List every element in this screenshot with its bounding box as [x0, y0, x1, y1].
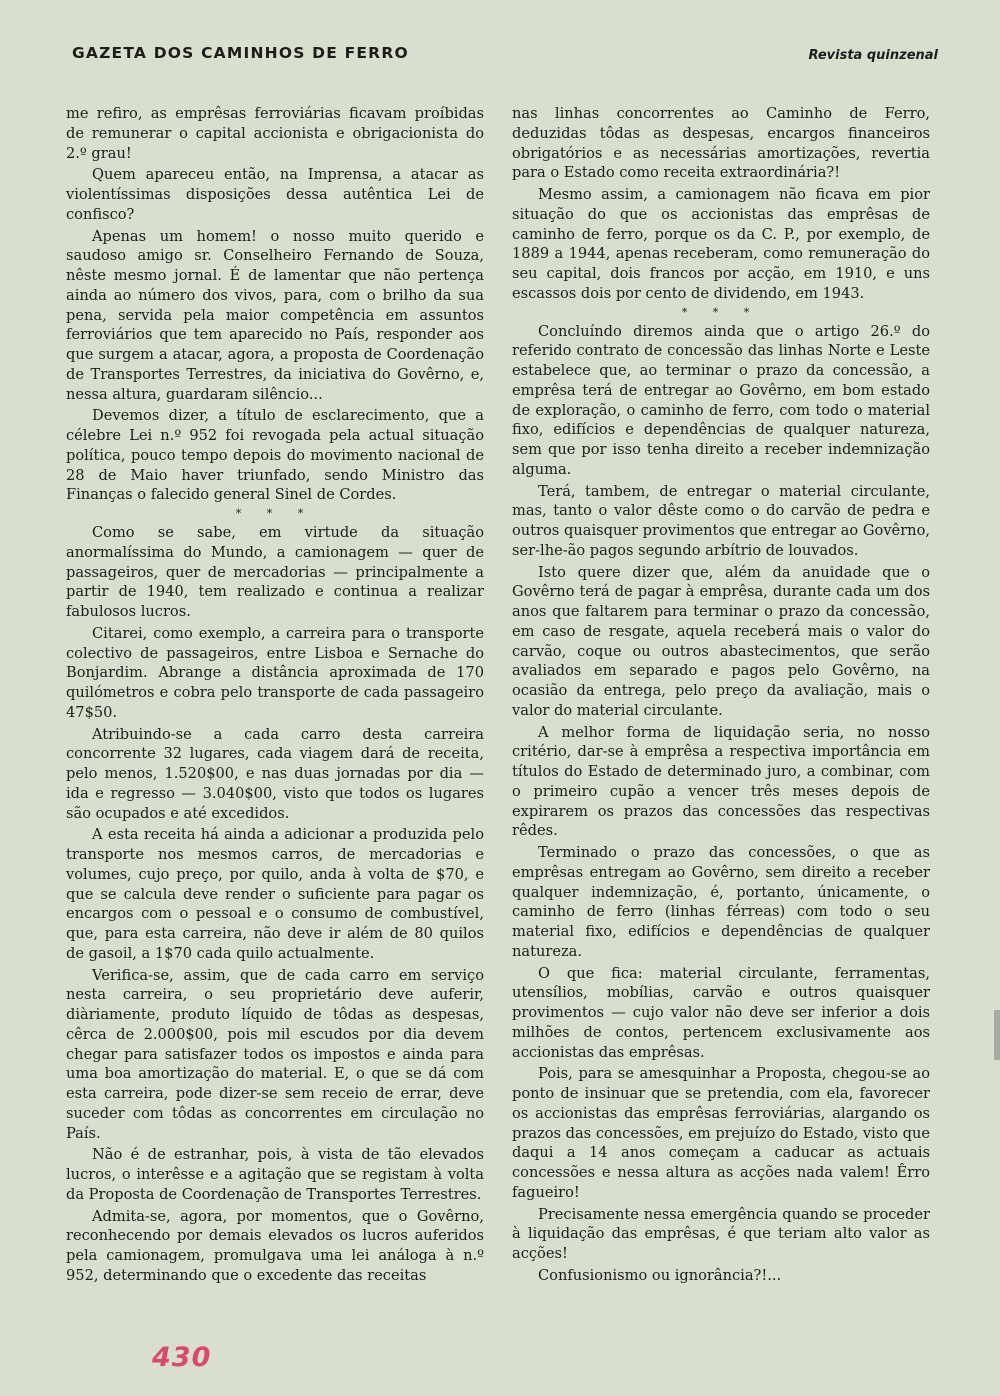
paragraph: Apenas um homem! o nosso muito querido e saudoso amigo sr. Conselheiro Fernando de Souza, nêste mesmo jornal. É de lamentar que não pertença ainda ao número dos vivos, para, com o brilho da sua pena, servida pela maior competência em assuntos ferroviários que tem aparecido no País, responder aos que surgem a atacar, agora, a proposta de Coordenação de Transportes Terrestres, da iniciativa do Govêrno, e, nessa altura, guardaram silêncio... — [66, 227, 484, 403]
page-number: 430 — [152, 1342, 212, 1373]
paragraph: Verifica-se, assim, que de cada carro em serviço nesta carreira, o seu proprietário deve auferir, diàriamente, produto líquido de tôdas as despesas, cêrca de 2.000$00, pois mil escudos por dia devem chegar para satisfazer todos os impostos e ainda para uma boa amortização do material. E, o que se dá com esta carreira, pode dizer-se sem receio de errar, deve suceder com tôdas as concorrentes em circulação no País. — [66, 966, 484, 1142]
masthead — [72, 44, 938, 68]
paragraph: Mesmo assim, a camionagem não ficava em pior situação do que os accionistas das emprêsas de caminho de ferro, porque os da C. P., por exemplo, de 1889 a 1944, apenas receberam, como remuneração do seu capital, dois francos por acção, em 1910, e uns escassos dois por cento de dividendo, em 1943. — [512, 186, 930, 302]
paragraph: A melhor forma de liquidação seria, no nosso critério, dar-se à emprêsa a respectiva importância em títulos do Estado de determinado juro, a combinar, com o primeiro cupão a vencer três meses depois de expirarem os prazos das concessões das respectivas rêdes. — [512, 723, 930, 840]
paragraph: nas linhas concorrentes ao Caminho de Ferro, deduzidas tôdas as despesas, encargos financeiros obrigatórios e as necessárias amortizações, revertia para o Estado como receita extraordinária?! — [512, 105, 930, 182]
paragraph: Quem apareceu então, na Imprensa, a atacar as violentíssimas disposições dessa autêntica Lei de confisco? — [66, 166, 484, 223]
paragraph: O que fica: material circulante, ferramentas, utensílios, mobílias, carvão e outros quaisquer provimentos — cujo valor não deve ser inferior a dois milhões de contos, pertencem exclusivamente aos accionistas das emprêsas. — [512, 964, 930, 1061]
paragraph: Precisamente nessa emergência quando se proceder à liquidação das emprêsas, é que teriam alto valor as acções! — [512, 1205, 930, 1262]
publication-subtitle: Revista quinzenal — [808, 48, 938, 63]
paragraph: Confusionismo ou ignorância?!... — [538, 1266, 782, 1284]
paragraph: Como se sabe, em virtude da situação anormalíssima do Mundo, a camionagem — quer de passageiros, quer de mercadorias — principalmente a partir de 1940, tem realizado e continua a realizar fabulosos lucros. — [66, 524, 484, 620]
paragraph: A esta receita há ainda a adicionar a produzida pelo transporte nos mesmos carros, de mercadorias e volumes, cujo preço, por quilo, anda à volta de $70, e que se calcula deve render o suficiente para pagar os encargos com o pessoal e o consumo de combustível, que, para esta carreira, não deve ir além de 80 quilos de gasoil, a 1$70 cada quilo actualmente. — [66, 826, 484, 962]
paragraph: Não é de estranhar, pois, à vista de tão elevados lucros, o interêsse e a agitação que se registam à volta da Proposta de Coordenação de Transportes Terrestres. — [66, 1146, 484, 1203]
right-column — [512, 104, 930, 1288]
paragraph: Pois, para se amesquinhar a Proposta, chegou-se ao ponto de insinuar que se pretendia, com ela, favorecer os accionistas das emprêsas ferroviárias, alargando os prazos das concessões, em prejuízo do Estado, visto que daqui a 14 anos começam a caducar as actuais concessões e nessa altura as acções nada valem! Êrro fagueiro! — [512, 1065, 930, 1201]
paragraph: Citarei, como exemplo, a carreira para o transporte colectivo de passageiros, entre Lisboa e Sernache do Bonjardim. Abrange a distância aproximada de 170 quilómetros e cobra pelo transporte de cada passageiro 47$50. — [66, 624, 484, 721]
page-edge-mark — [994, 1010, 1000, 1060]
section-divider: * * * — [235, 507, 315, 520]
paragraph: Concluíndo diremos ainda que o artigo 26.º do referido contrato de concessão das linhas Norte e Leste estabelece que, ao terminar o prazo da concessão, a emprêsa terá de entregar ao Govêrno, em bom estado de exploração, o caminho de ferro, com todo o material fixo, edifícios e dependências de qualquer natureza, sem que por isso tenha direito a receber indemnização alguma. — [512, 322, 930, 478]
publication-title: GAZETA DOS CAMINHOS DE FERRO — [72, 44, 409, 62]
paragraph: Isto quere dizer que, além da anuidade que o Govêrno terá de pagar à emprêsa, durante cada um dos anos que faltarem para terminar o prazo da concessão, em caso de resgate, aquela receberá mais o valor do carvão, coque ou outros abastecimentos, que serão avaliados em separado e pagos pelo Govêrno, na ocasião da entrega, pelo preço da avaliação, mais o valor do material circulante. — [512, 563, 930, 719]
paragraph: Admita-se, agora, por momentos, que o Govêrno, reconhecendo por demais elevados os lucros auferidos pela camionagem, promulgava uma lei análoga à n.º 952, determinando que o excedente das receitas — [66, 1207, 484, 1284]
left-column — [66, 104, 484, 1288]
paragraph: Devemos dizer, a título de esclarecimento, que a célebre Lei n.º 952 foi revogada pela actual situação política, pouco tempo depois do movimento nacional de 28 de Maio haver triunfado, sendo Ministro das Finanças o falecido general Sinel de Cordes. — [66, 407, 484, 504]
paragraph: Terá, tambem, de entregar o material circulante, mas, tanto o valor dêste como o do carvão de pedra e outros quaisquer provimentos que entregar ao Govêrno, ser-lhe-ão pagos segundo arbítrio de louvados. — [512, 482, 930, 559]
section-divider: * * * — [681, 305, 761, 319]
paragraph: me refiro, as emprêsas ferroviárias ficavam proíbidas de remunerar o capital accionista e obrigacionista do 2.º grau! — [66, 105, 484, 162]
paragraph: Terminado o prazo das concessões, o que as emprêsas entregam ao Govêrno, sem direito a receber qualquer indemnização, é, portanto, únicamente, o caminho de ferro (linhas férreas) com todo o seu material fixo, edifícios e dependências de qualquer natureza. — [512, 844, 930, 960]
paragraph: Atribuindo-se a cada carro desta carreira concorrente 32 lugares, cada viagem dará de receita, pelo menos, 1.520$00, e nas duas jornadas por dia — ida e regresso — 3.040$00, visto que todos os lugares são ocupados e até excedidos. — [66, 725, 484, 822]
